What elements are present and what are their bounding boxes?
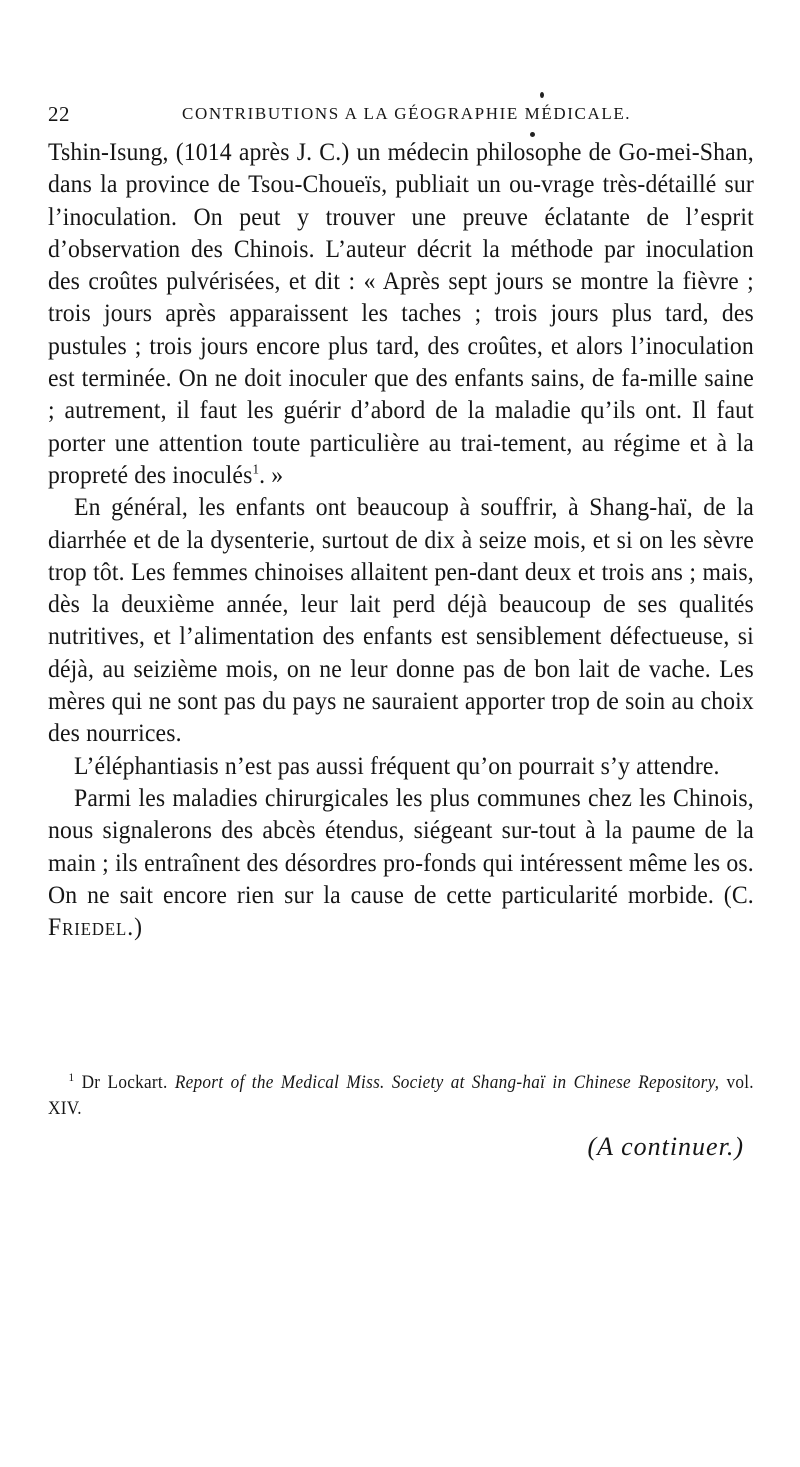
footnote-reference: 1 [252,462,260,478]
footnote-mark: 1 [68,1069,75,1084]
quote-close: . » [259,459,284,489]
paragraph-inoculation [48,136,754,491]
paragraph-text: Parmi les maladies chirurgicales les plus communes chez les Chinois, nous signalerons des abcès étendus, siégeant sur-tout à la paume de la main ; ils entraînent des désordres pro-fonds qui intéressent même les os. On ne sait encore rien sur la cause de cette particularité morbide. (C. [48,782,754,909]
footnote-author: Dr Lockart. [81,1073,168,1093]
running-head: CONTRIBUTIONS A LA GÉOGRAPHIE MÉDICALE. [182,104,632,123]
page-number: 22 [48,102,70,126]
paragraph-elephantiasis: L’éléphantiasis n’est pas aussi fréquent qu’on pourrait s’y attendre. [74,750,720,780]
footnote-volume: vol. XIV. [48,1073,754,1119]
author-signature: Friedel. [48,912,135,942]
footnote [48,1070,754,1122]
footnote-title: Report of the Medical Miss. Society at Shang-haï in Chinese Repository, [174,1073,720,1093]
ink-speck [540,92,544,98]
paragraph-surgical [48,782,754,943]
paragraph-text: Tshin-Isung, (1014 après J. C.) un médecin philosophe de Go-mei-Shan, dans la province de Tsou-Choueïs, publiait un ou-vrage très-détaillé sur l’inoculation. On peut y trouver une preuve éclatante de l’esprit d’observation des Chinois. L’auteur décrit la méthode par inoculation des croûtes pulvérisées, et dit : « Après sept jours se montre la fièvre ; trois jours après apparaissent les taches ; trois jours plus tard, des pustules ; trois jours encore plus tard, des croûtes, et alors l’inoculation est terminée. On ne doit inoculer que des enfants sains, de fa-mille saine ; autrement, il faut les guérir d’abord de la maladie qu’ils ont. Il faut porter une attention toute particulière au trai-tement, au régime et à la propreté des inoculés [48,137,754,489]
paragraph-children: En général, les enfants ont beaucoup à souffrir, à Shang-haï, de la diarrhée et de la dysenterie, surtout de dix à seize mois, et si on les sèvre trop tôt. Les femmes chinoises allaitent pen-dant deux et trois ans ; mais, dès la deuxième année, leur lait perd déjà beaucoup de ses qualités nutritives, et l’alimentation des enfants est sensiblement défectueuse, si déjà, au seizième mois, on ne leur donne pas de bon lait de vache. Les mères qui ne sont pas du pays ne sauraient apporter trop de soin au choix des nourrices. [48,492,754,748]
continuation-note: (A continuer.) [587,1132,744,1161]
paren-close: ) [134,912,143,942]
page-header [48,102,748,132]
main-text [48,136,754,943]
